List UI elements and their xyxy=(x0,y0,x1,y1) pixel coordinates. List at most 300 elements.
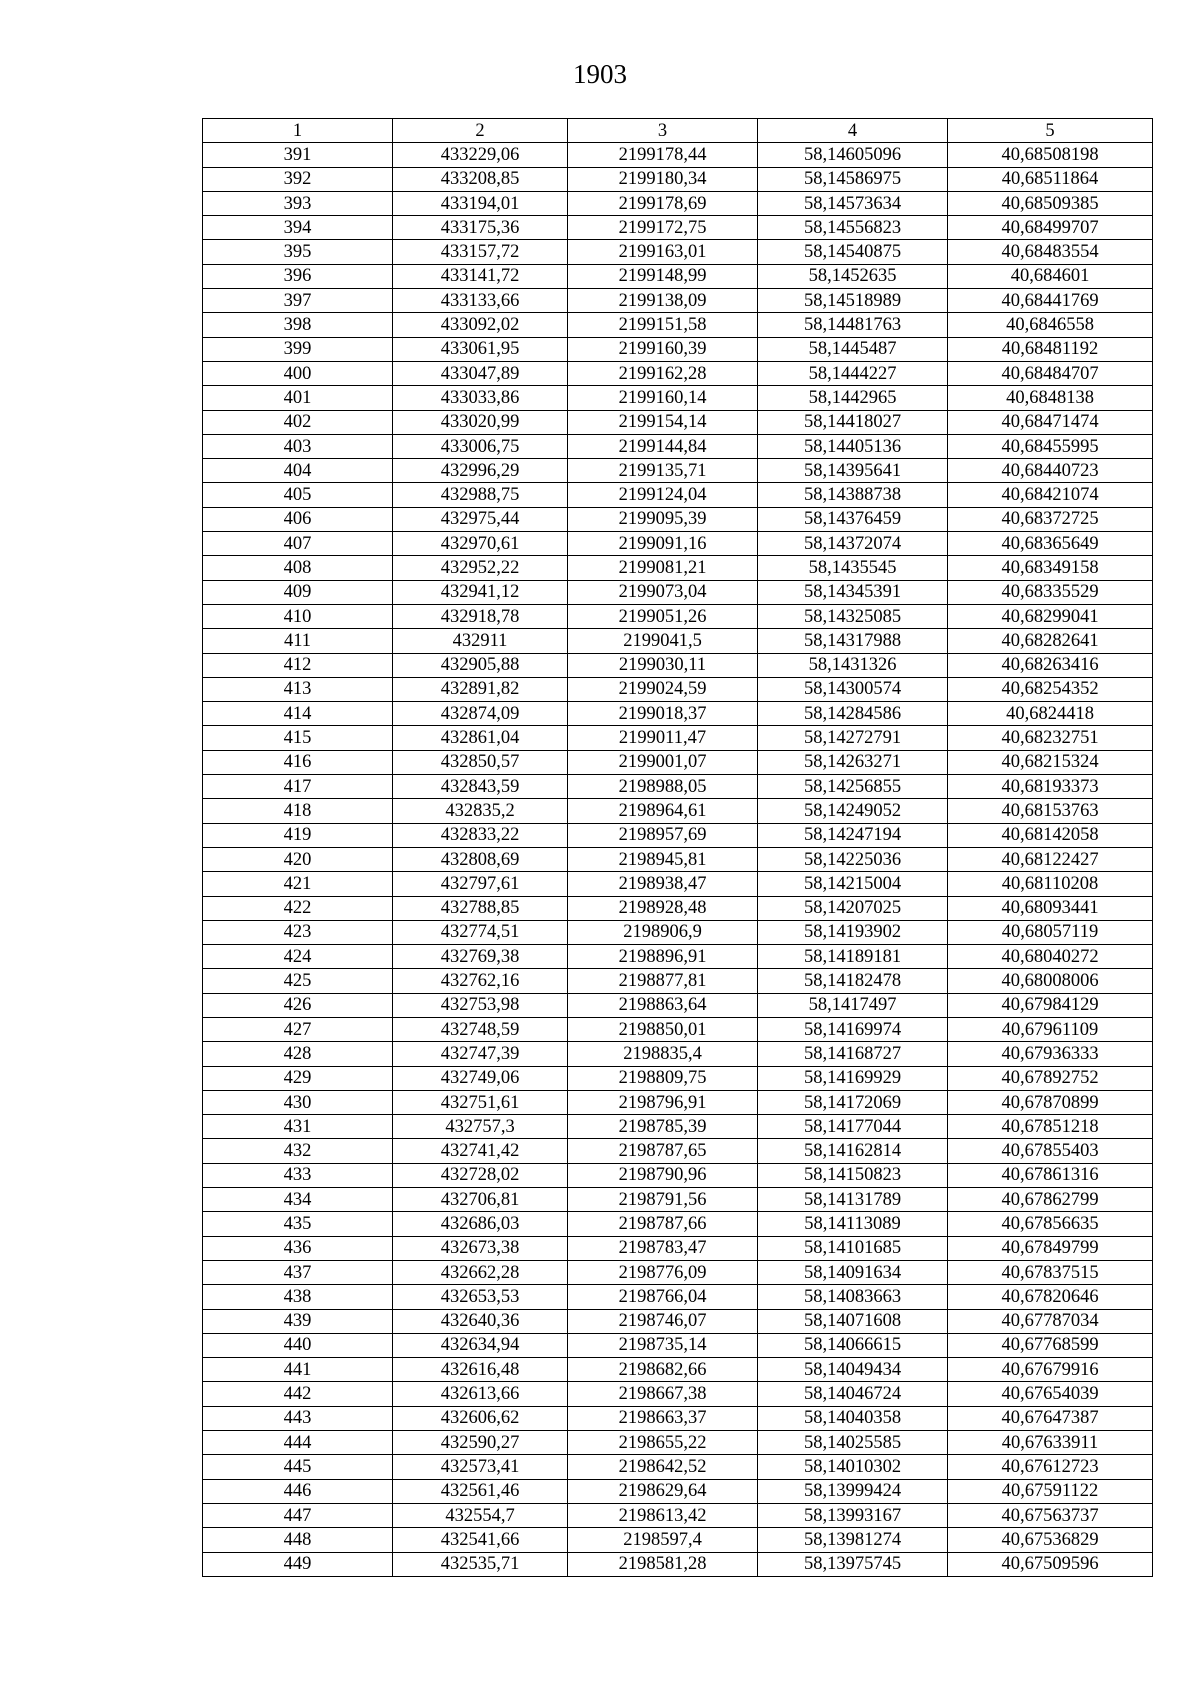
longitude-cell: 40,67936333 xyxy=(948,1042,1153,1066)
x-coordinate-cell: 432808,69 xyxy=(393,847,568,871)
latitude-cell: 58,14066615 xyxy=(758,1333,948,1357)
point-number-cell: 432 xyxy=(203,1139,393,1163)
point-number-cell: 437 xyxy=(203,1260,393,1284)
point-number-cell: 399 xyxy=(203,337,393,361)
table-row xyxy=(203,872,1153,896)
table-row xyxy=(203,1139,1153,1163)
point-number-cell: 428 xyxy=(203,1042,393,1066)
latitude-cell: 58,14388738 xyxy=(758,483,948,507)
latitude-cell: 58,1444227 xyxy=(758,361,948,385)
table-row xyxy=(203,1431,1153,1455)
x-coordinate-cell: 432769,38 xyxy=(393,945,568,969)
table-row xyxy=(203,1552,1153,1576)
latitude-cell: 58,14177044 xyxy=(758,1115,948,1139)
x-coordinate-cell: 432747,39 xyxy=(393,1042,568,1066)
point-number-cell: 435 xyxy=(203,1212,393,1236)
y-coordinate-cell: 2198928,48 xyxy=(568,896,758,920)
table-row xyxy=(203,1528,1153,1552)
point-number-cell: 411 xyxy=(203,629,393,653)
y-coordinate-cell: 2199178,44 xyxy=(568,143,758,167)
table-row xyxy=(203,653,1153,677)
x-coordinate-cell: 432673,38 xyxy=(393,1236,568,1260)
longitude-cell: 40,67961109 xyxy=(948,1017,1153,1041)
longitude-cell: 40,6846558 xyxy=(948,313,1153,337)
x-coordinate-cell: 432640,36 xyxy=(393,1309,568,1333)
latitude-cell: 58,14263271 xyxy=(758,750,948,774)
x-coordinate-cell: 433033,86 xyxy=(393,386,568,410)
point-number-cell: 414 xyxy=(203,702,393,726)
table-row xyxy=(203,483,1153,507)
x-coordinate-cell: 432751,61 xyxy=(393,1090,568,1114)
y-coordinate-cell: 2198783,47 xyxy=(568,1236,758,1260)
table-row xyxy=(203,216,1153,240)
y-coordinate-cell: 2199001,07 xyxy=(568,750,758,774)
table-row xyxy=(203,1309,1153,1333)
column-header: 3 xyxy=(568,119,758,143)
table-row xyxy=(203,1042,1153,1066)
table-row xyxy=(203,1479,1153,1503)
y-coordinate-cell: 2198877,81 xyxy=(568,969,758,993)
latitude-cell: 58,14046724 xyxy=(758,1382,948,1406)
y-coordinate-cell: 2199051,26 xyxy=(568,604,758,628)
y-coordinate-cell: 2198796,91 xyxy=(568,1090,758,1114)
x-coordinate-cell: 433047,89 xyxy=(393,361,568,385)
latitude-cell: 58,14518989 xyxy=(758,289,948,313)
x-coordinate-cell: 432728,02 xyxy=(393,1163,568,1187)
y-coordinate-cell: 2199011,47 xyxy=(568,726,758,750)
longitude-cell: 40,68122427 xyxy=(948,847,1153,871)
longitude-cell: 40,67820646 xyxy=(948,1285,1153,1309)
point-number-cell: 391 xyxy=(203,143,393,167)
longitude-cell: 40,6824418 xyxy=(948,702,1153,726)
point-number-cell: 417 xyxy=(203,775,393,799)
table-row xyxy=(203,410,1153,434)
x-coordinate-cell: 432561,46 xyxy=(393,1479,568,1503)
latitude-cell: 58,14225036 xyxy=(758,847,948,871)
table-row xyxy=(203,896,1153,920)
x-coordinate-cell: 432988,75 xyxy=(393,483,568,507)
table-row xyxy=(203,775,1153,799)
longitude-cell: 40,67849799 xyxy=(948,1236,1153,1260)
table-row xyxy=(203,1066,1153,1090)
y-coordinate-cell: 2199162,28 xyxy=(568,361,758,385)
latitude-cell: 58,14395641 xyxy=(758,459,948,483)
x-coordinate-cell: 433141,72 xyxy=(393,264,568,288)
point-number-cell: 416 xyxy=(203,750,393,774)
point-number-cell: 424 xyxy=(203,945,393,969)
longitude-cell: 40,68349158 xyxy=(948,556,1153,580)
longitude-cell: 40,67892752 xyxy=(948,1066,1153,1090)
x-coordinate-cell: 432616,48 xyxy=(393,1358,568,1382)
y-coordinate-cell: 2198850,01 xyxy=(568,1017,758,1041)
longitude-cell: 40,68008006 xyxy=(948,969,1153,993)
y-coordinate-cell: 2198809,75 xyxy=(568,1066,758,1090)
latitude-cell: 58,14169929 xyxy=(758,1066,948,1090)
latitude-cell: 58,14586975 xyxy=(758,167,948,191)
longitude-cell: 40,68040272 xyxy=(948,945,1153,969)
y-coordinate-cell: 2198787,66 xyxy=(568,1212,758,1236)
x-coordinate-cell: 433061,95 xyxy=(393,337,568,361)
point-number-cell: 443 xyxy=(203,1406,393,1430)
table-row xyxy=(203,847,1153,871)
point-number-cell: 438 xyxy=(203,1285,393,1309)
longitude-cell: 40,67870899 xyxy=(948,1090,1153,1114)
x-coordinate-cell: 432686,03 xyxy=(393,1212,568,1236)
table-row xyxy=(203,920,1153,944)
y-coordinate-cell: 2199163,01 xyxy=(568,240,758,264)
point-number-cell: 434 xyxy=(203,1188,393,1212)
y-coordinate-cell: 2199018,37 xyxy=(568,702,758,726)
point-number-cell: 405 xyxy=(203,483,393,507)
longitude-cell: 40,67855403 xyxy=(948,1139,1153,1163)
longitude-cell: 40,68483554 xyxy=(948,240,1153,264)
y-coordinate-cell: 2198790,96 xyxy=(568,1163,758,1187)
y-coordinate-cell: 2198835,4 xyxy=(568,1042,758,1066)
table-row xyxy=(203,1382,1153,1406)
table-row xyxy=(203,313,1153,337)
latitude-cell: 58,14071608 xyxy=(758,1309,948,1333)
column-header: 4 xyxy=(758,119,948,143)
point-number-cell: 395 xyxy=(203,240,393,264)
longitude-cell: 40,67563737 xyxy=(948,1503,1153,1527)
y-coordinate-cell: 2198896,91 xyxy=(568,945,758,969)
table-row xyxy=(203,993,1153,1017)
table-row xyxy=(203,750,1153,774)
y-coordinate-cell: 2198906,9 xyxy=(568,920,758,944)
latitude-cell: 58,14189181 xyxy=(758,945,948,969)
x-coordinate-cell: 432706,81 xyxy=(393,1188,568,1212)
latitude-cell: 58,1435545 xyxy=(758,556,948,580)
point-number-cell: 413 xyxy=(203,677,393,701)
point-number-cell: 446 xyxy=(203,1479,393,1503)
longitude-cell: 40,67612723 xyxy=(948,1455,1153,1479)
point-number-cell: 404 xyxy=(203,459,393,483)
latitude-cell: 58,14172069 xyxy=(758,1090,948,1114)
latitude-cell: 58,1452635 xyxy=(758,264,948,288)
table-row xyxy=(203,1017,1153,1041)
y-coordinate-cell: 2199172,75 xyxy=(568,216,758,240)
x-coordinate-cell: 433006,75 xyxy=(393,434,568,458)
point-number-cell: 420 xyxy=(203,847,393,871)
y-coordinate-cell: 2198735,14 xyxy=(568,1333,758,1357)
longitude-cell: 40,67861316 xyxy=(948,1163,1153,1187)
latitude-cell: 58,14083663 xyxy=(758,1285,948,1309)
latitude-cell: 58,14372074 xyxy=(758,532,948,556)
x-coordinate-cell: 432590,27 xyxy=(393,1431,568,1455)
x-coordinate-cell: 432843,59 xyxy=(393,775,568,799)
point-number-cell: 440 xyxy=(203,1333,393,1357)
table-row xyxy=(203,191,1153,215)
longitude-cell: 40,68057119 xyxy=(948,920,1153,944)
table-row xyxy=(203,264,1153,288)
table-row xyxy=(203,434,1153,458)
table-row xyxy=(203,629,1153,653)
latitude-cell: 58,14300574 xyxy=(758,677,948,701)
table-row xyxy=(203,1333,1153,1357)
latitude-cell: 58,14169974 xyxy=(758,1017,948,1041)
y-coordinate-cell: 2199024,59 xyxy=(568,677,758,701)
point-number-cell: 427 xyxy=(203,1017,393,1041)
point-number-cell: 406 xyxy=(203,507,393,531)
table-row xyxy=(203,1212,1153,1236)
point-number-cell: 421 xyxy=(203,872,393,896)
latitude-cell: 58,14317988 xyxy=(758,629,948,653)
x-coordinate-cell: 432573,41 xyxy=(393,1455,568,1479)
column-header: 2 xyxy=(393,119,568,143)
longitude-cell: 40,68232751 xyxy=(948,726,1153,750)
longitude-cell: 40,67654039 xyxy=(948,1382,1153,1406)
table-row xyxy=(203,1406,1153,1430)
x-coordinate-cell: 433194,01 xyxy=(393,191,568,215)
y-coordinate-cell: 2198766,04 xyxy=(568,1285,758,1309)
x-coordinate-cell: 432797,61 xyxy=(393,872,568,896)
table-row xyxy=(203,604,1153,628)
x-coordinate-cell: 432891,82 xyxy=(393,677,568,701)
longitude-cell: 40,68511864 xyxy=(948,167,1153,191)
y-coordinate-cell: 2198663,37 xyxy=(568,1406,758,1430)
longitude-cell: 40,67633911 xyxy=(948,1431,1153,1455)
longitude-cell: 40,68484707 xyxy=(948,361,1153,385)
x-coordinate-cell: 432835,2 xyxy=(393,799,568,823)
y-coordinate-cell: 2198785,39 xyxy=(568,1115,758,1139)
table-row xyxy=(203,1115,1153,1139)
table-row xyxy=(203,702,1153,726)
x-coordinate-cell: 432613,66 xyxy=(393,1382,568,1406)
point-number-cell: 418 xyxy=(203,799,393,823)
longitude-cell: 40,67591122 xyxy=(948,1479,1153,1503)
y-coordinate-cell: 2199135,71 xyxy=(568,459,758,483)
table-row xyxy=(203,556,1153,580)
point-number-cell: 401 xyxy=(203,386,393,410)
latitude-cell: 58,1445487 xyxy=(758,337,948,361)
x-coordinate-cell: 432762,16 xyxy=(393,969,568,993)
y-coordinate-cell: 2198776,09 xyxy=(568,1260,758,1284)
longitude-cell: 40,68299041 xyxy=(948,604,1153,628)
page-number: 1903 xyxy=(573,59,627,89)
x-coordinate-cell: 432918,78 xyxy=(393,604,568,628)
y-coordinate-cell: 2198655,22 xyxy=(568,1431,758,1455)
point-number-cell: 394 xyxy=(203,216,393,240)
latitude-cell: 58,14182478 xyxy=(758,969,948,993)
latitude-cell: 58,14049434 xyxy=(758,1358,948,1382)
longitude-cell: 40,67536829 xyxy=(948,1528,1153,1552)
x-coordinate-cell: 432541,66 xyxy=(393,1528,568,1552)
point-number-cell: 415 xyxy=(203,726,393,750)
y-coordinate-cell: 2199154,14 xyxy=(568,410,758,434)
point-number-cell: 393 xyxy=(203,191,393,215)
latitude-cell: 58,14345391 xyxy=(758,580,948,604)
point-number-cell: 398 xyxy=(203,313,393,337)
latitude-cell: 58,14215004 xyxy=(758,872,948,896)
latitude-cell: 58,14168727 xyxy=(758,1042,948,1066)
y-coordinate-cell: 2198957,69 xyxy=(568,823,758,847)
longitude-cell: 40,68335529 xyxy=(948,580,1153,604)
latitude-cell: 58,13993167 xyxy=(758,1503,948,1527)
y-coordinate-cell: 2198938,47 xyxy=(568,872,758,896)
latitude-cell: 58,1442965 xyxy=(758,386,948,410)
latitude-cell: 58,14272791 xyxy=(758,726,948,750)
y-coordinate-cell: 2198988,05 xyxy=(568,775,758,799)
latitude-cell: 58,13999424 xyxy=(758,1479,948,1503)
table-row xyxy=(203,1455,1153,1479)
x-coordinate-cell: 432861,04 xyxy=(393,726,568,750)
x-coordinate-cell: 432874,09 xyxy=(393,702,568,726)
longitude-cell: 40,68471474 xyxy=(948,410,1153,434)
latitude-cell: 58,14010302 xyxy=(758,1455,948,1479)
latitude-cell: 58,14091634 xyxy=(758,1260,948,1284)
latitude-cell: 58,14150823 xyxy=(758,1163,948,1187)
point-number-cell: 433 xyxy=(203,1163,393,1187)
point-number-cell: 407 xyxy=(203,532,393,556)
table-row xyxy=(203,726,1153,750)
longitude-cell: 40,684601 xyxy=(948,264,1153,288)
coordinates-table xyxy=(202,118,1153,1577)
longitude-cell: 40,68481192 xyxy=(948,337,1153,361)
longitude-cell: 40,67787034 xyxy=(948,1309,1153,1333)
table-row xyxy=(203,677,1153,701)
table-row xyxy=(203,823,1153,847)
latitude-cell: 58,14249052 xyxy=(758,799,948,823)
longitude-cell: 40,67851218 xyxy=(948,1115,1153,1139)
point-number-cell: 429 xyxy=(203,1066,393,1090)
longitude-cell: 40,68372725 xyxy=(948,507,1153,531)
latitude-cell: 58,14325085 xyxy=(758,604,948,628)
longitude-cell: 40,68215324 xyxy=(948,750,1153,774)
table-row xyxy=(203,361,1153,385)
latitude-cell: 58,14040358 xyxy=(758,1406,948,1430)
longitude-cell: 40,68421074 xyxy=(948,483,1153,507)
longitude-cell: 40,68153763 xyxy=(948,799,1153,823)
table-header xyxy=(203,119,1153,143)
point-number-cell: 392 xyxy=(203,167,393,191)
y-coordinate-cell: 2198581,28 xyxy=(568,1552,758,1576)
longitude-cell: 40,68193373 xyxy=(948,775,1153,799)
latitude-cell: 58,14376459 xyxy=(758,507,948,531)
x-coordinate-cell: 433229,06 xyxy=(393,143,568,167)
latitude-cell: 58,1431326 xyxy=(758,653,948,677)
y-coordinate-cell: 2199160,39 xyxy=(568,337,758,361)
y-coordinate-cell: 2199138,09 xyxy=(568,289,758,313)
longitude-cell: 40,67984129 xyxy=(948,993,1153,1017)
x-coordinate-cell: 433175,36 xyxy=(393,216,568,240)
longitude-cell: 40,68365649 xyxy=(948,532,1153,556)
longitude-cell: 40,67679916 xyxy=(948,1358,1153,1382)
latitude-cell: 58,14418027 xyxy=(758,410,948,434)
table-row xyxy=(203,945,1153,969)
latitude-cell: 58,13981274 xyxy=(758,1528,948,1552)
point-number-cell: 449 xyxy=(203,1552,393,1576)
x-coordinate-cell: 432535,71 xyxy=(393,1552,568,1576)
x-coordinate-cell: 432753,98 xyxy=(393,993,568,1017)
y-coordinate-cell: 2199081,21 xyxy=(568,556,758,580)
point-number-cell: 425 xyxy=(203,969,393,993)
longitude-cell: 40,68499707 xyxy=(948,216,1153,240)
latitude-cell: 58,14256855 xyxy=(758,775,948,799)
y-coordinate-cell: 2199151,58 xyxy=(568,313,758,337)
longitude-cell: 40,68093441 xyxy=(948,896,1153,920)
table-row xyxy=(203,1503,1153,1527)
x-coordinate-cell: 433020,99 xyxy=(393,410,568,434)
point-number-cell: 442 xyxy=(203,1382,393,1406)
point-number-cell: 397 xyxy=(203,289,393,313)
point-number-cell: 410 xyxy=(203,604,393,628)
table-row xyxy=(203,1260,1153,1284)
latitude-cell: 58,1417497 xyxy=(758,993,948,1017)
table-row xyxy=(203,1090,1153,1114)
point-number-cell: 402 xyxy=(203,410,393,434)
longitude-cell: 40,67509596 xyxy=(948,1552,1153,1576)
table-row xyxy=(203,1358,1153,1382)
x-coordinate-cell: 432748,59 xyxy=(393,1017,568,1041)
y-coordinate-cell: 2198613,42 xyxy=(568,1503,758,1527)
longitude-cell: 40,67862799 xyxy=(948,1188,1153,1212)
y-coordinate-cell: 2198863,64 xyxy=(568,993,758,1017)
y-coordinate-cell: 2198945,81 xyxy=(568,847,758,871)
y-coordinate-cell: 2198642,52 xyxy=(568,1455,758,1479)
x-coordinate-cell: 432788,85 xyxy=(393,896,568,920)
point-number-cell: 409 xyxy=(203,580,393,604)
x-coordinate-cell: 432653,53 xyxy=(393,1285,568,1309)
y-coordinate-cell: 2199178,69 xyxy=(568,191,758,215)
longitude-cell: 40,68282641 xyxy=(948,629,1153,653)
y-coordinate-cell: 2199095,39 xyxy=(568,507,758,531)
y-coordinate-cell: 2199030,11 xyxy=(568,653,758,677)
longitude-cell: 40,68254352 xyxy=(948,677,1153,701)
latitude-cell: 58,14540875 xyxy=(758,240,948,264)
x-coordinate-cell: 433208,85 xyxy=(393,167,568,191)
x-coordinate-cell: 432741,42 xyxy=(393,1139,568,1163)
y-coordinate-cell: 2199073,04 xyxy=(568,580,758,604)
point-number-cell: 412 xyxy=(203,653,393,677)
y-coordinate-cell: 2199124,04 xyxy=(568,483,758,507)
x-coordinate-cell: 432774,51 xyxy=(393,920,568,944)
point-number-cell: 422 xyxy=(203,896,393,920)
table-row xyxy=(203,799,1153,823)
y-coordinate-cell: 2198791,56 xyxy=(568,1188,758,1212)
latitude-cell: 58,13975745 xyxy=(758,1552,948,1576)
point-number-cell: 423 xyxy=(203,920,393,944)
point-number-cell: 431 xyxy=(203,1115,393,1139)
column-header: 5 xyxy=(948,119,1153,143)
table-row xyxy=(203,969,1153,993)
table-row xyxy=(203,532,1153,556)
x-coordinate-cell: 432554,7 xyxy=(393,1503,568,1527)
table-body xyxy=(203,143,1153,1577)
x-coordinate-cell: 433092,02 xyxy=(393,313,568,337)
x-coordinate-cell: 432749,06 xyxy=(393,1066,568,1090)
y-coordinate-cell: 2198597,4 xyxy=(568,1528,758,1552)
table-row xyxy=(203,580,1153,604)
x-coordinate-cell: 432905,88 xyxy=(393,653,568,677)
latitude-cell: 58,14556823 xyxy=(758,216,948,240)
longitude-cell: 40,67768599 xyxy=(948,1333,1153,1357)
y-coordinate-cell: 2199041,5 xyxy=(568,629,758,653)
table-row xyxy=(203,1163,1153,1187)
longitude-cell: 40,68110208 xyxy=(948,872,1153,896)
x-coordinate-cell: 433133,66 xyxy=(393,289,568,313)
x-coordinate-cell: 432996,29 xyxy=(393,459,568,483)
point-number-cell: 444 xyxy=(203,1431,393,1455)
longitude-cell: 40,68508198 xyxy=(948,143,1153,167)
latitude-cell: 58,14573634 xyxy=(758,191,948,215)
longitude-cell: 40,68440723 xyxy=(948,459,1153,483)
x-coordinate-cell: 432941,12 xyxy=(393,580,568,604)
longitude-cell: 40,68509385 xyxy=(948,191,1153,215)
longitude-cell: 40,68441769 xyxy=(948,289,1153,313)
x-coordinate-cell: 432952,22 xyxy=(393,556,568,580)
table-row xyxy=(203,1285,1153,1309)
y-coordinate-cell: 2199091,16 xyxy=(568,532,758,556)
